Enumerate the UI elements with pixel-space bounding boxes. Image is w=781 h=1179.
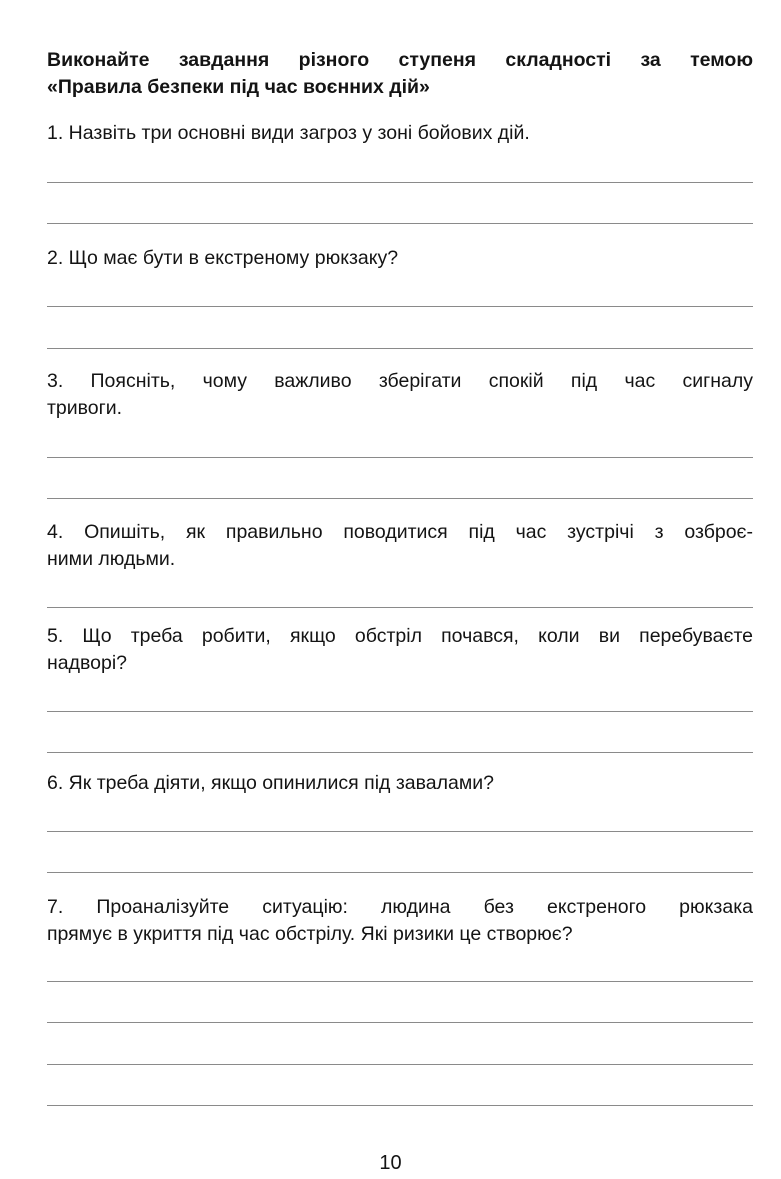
page-number: 10 <box>379 1152 402 1174</box>
answer-line[interactable] <box>47 607 753 608</box>
question-7-line-2: прямує в укриття під час обстрілу. Які ризики це створює? <box>47 923 573 945</box>
task-title-line-2: «Правила безпеки під час воєнних дій» <box>47 76 430 98</box>
question-1: 1. Назвіть три основні види загроз у зоні бойових дій. <box>47 122 530 144</box>
answer-line[interactable] <box>47 498 753 499</box>
question-5-line-2: надворі? <box>47 652 127 674</box>
answer-line[interactable] <box>47 1022 753 1023</box>
question-3-line-1: 3. Поясніть, чому важливо зберігати спокій під час сигналу <box>47 370 753 392</box>
question-4-line-1: 4. Опишіть, як правильно поводитися під час зустрічі з озброє- <box>47 521 753 543</box>
task-title-line-1: Виконайте завдання різного ступеня складності за темою <box>47 49 753 71</box>
answer-line[interactable] <box>47 1105 753 1106</box>
answer-line[interactable] <box>47 752 753 753</box>
question-5-line-1: 5. Що треба робити, якщо обстріл почався, коли ви перебуваєте <box>47 625 753 647</box>
answer-line[interactable] <box>47 981 753 982</box>
question-6: 6. Як треба діяти, якщо опинилися під завалами? <box>47 772 494 794</box>
answer-line[interactable] <box>47 348 753 349</box>
answer-line[interactable] <box>47 223 753 224</box>
question-4-line-2: ними людьми. <box>47 548 176 570</box>
question-2: 2. Що має бути в екстреному рюкзаку? <box>47 247 399 269</box>
answer-line[interactable] <box>47 306 753 307</box>
answer-line[interactable] <box>47 457 753 458</box>
answer-line[interactable] <box>47 1064 753 1065</box>
answer-line[interactable] <box>47 182 753 183</box>
answer-line[interactable] <box>47 872 753 873</box>
answer-line[interactable] <box>47 711 753 712</box>
question-7-line-1: 7. Проаналізуйте ситуацію: людина без екстреного рюкзака <box>47 896 753 918</box>
question-3-line-2: тривоги. <box>47 397 123 419</box>
answer-line[interactable] <box>47 831 753 832</box>
